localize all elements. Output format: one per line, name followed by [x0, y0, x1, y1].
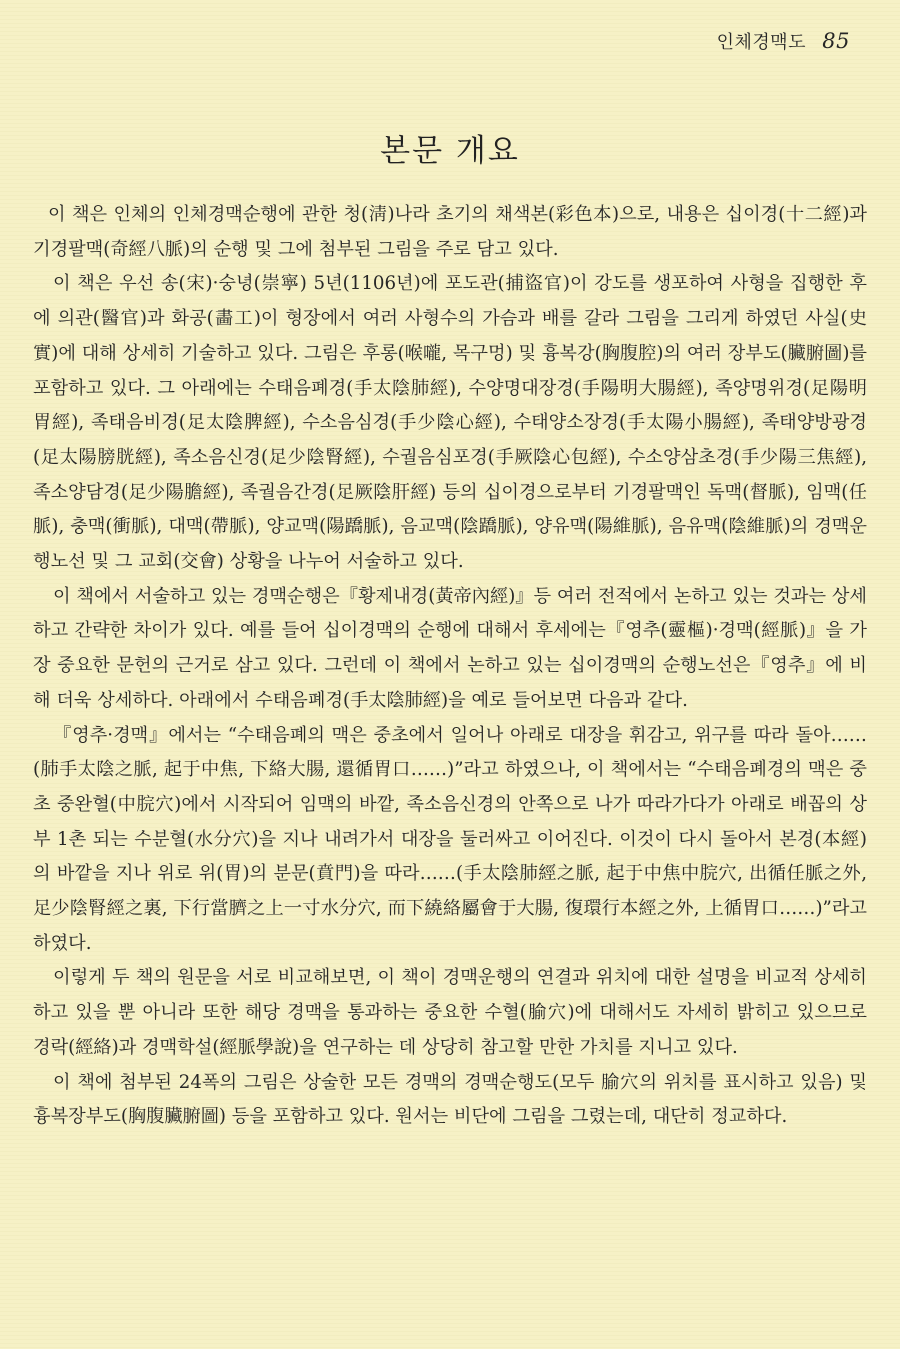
section-heading: 본문 개요 [380, 133, 520, 169]
body-text [33, 198, 867, 1135]
paragraph: 이렇게 두 책의 원문을 서로 비교해보면, 이 책이 경맥운행의 연결과 위치에 대한 설명을 비교적 상세히 하고 있을 뿐 아니라 또한 해당 경맥을 통과하는 중요한 수혈(腧穴)에 대해서도 자세히 밝히고 있으므로 경락(經絡)과 경맥학설(經脈學說)을 연구하는 데 상당히 참고할 만한 가치를 지니고 있다. [33, 967, 867, 1058]
paragraph: 이 책에 첨부된 24폭의 그림은 상술한 모든 경맥의 경맥순행도(모두 腧穴의 위치를 표시하고 있음) 및 흉복장부도(胸腹臟腑圖) 등을 포함하고 있다. 원서는 비단에 그림을 그렸는데, 대단히 정교하다. [33, 1071, 867, 1128]
running-head [717, 28, 850, 54]
paragraph: 『영추·경맥』에서는 “수태음폐의 맥은 중초에서 일어나 아래로 대장을 휘감고, 위구를 따라 돌아……(肺手太陰之脈, 起于中焦, 下絡大腸, 還循胃口……)”라고 하였으나, 이 책에서는 “수태음폐경의 맥은 중초 중완혈(中脘穴)에서 시작되어 임맥의 바깥, 족소음신경의 안쪽으로 나가 따라가다가 아래로 배꼽의 상부 1촌 되는 수분혈(水分穴)을 지나 내려가서 대장을 둘러싸고 이어진다. 이것이 다시 돌아서 본경(本經)의 바깥을 지나 위로 위(胃)의 분문(賁門)을 따라……(手太陰肺經之脈, 起于中焦中脘穴, 出循任脈之外, 足少陰腎經之裏, 下行當臍之上一寸水分穴, 而下繞絡屬會于大腸, 復環行本經之外, 上循胃口……)”라고 하였다. [33, 724, 867, 954]
page-number: 85 [822, 29, 850, 53]
paragraph: 이 책은 우선 송(宋)·숭녕(崇寧) 5년(1106년)에 포도관(捕盜官)이 강도를 생포하여 사형을 집행한 후에 의관(醫官)과 화공(畵工)이 형장에서 여러 사형수의 가슴과 배를 갈라 그림을 그리게 하였던 사실(史實)에 대해 상세히 기술하고 있다. 그림은 후롱(喉嚨, 목구멍) 및 흉복강(胸腹腔)의 여러 장부도(臟腑圖)를 포함하고 있다. 그 아래에는 수태음폐경(手太陰肺經), 수양명대장경(手陽明大腸經), 족양명위경(足陽明胃經), 족태음비경(足太陰脾經), 수소음심경(手少陰心經), 수태양소장경(手太陽小腸經), 족태양방광경(足太陽膀胱經), 족소음신경(足少陰腎經), 수궐음심포경(手厥陰心包經), 수소양삼초경(手少陽三焦經), 족소양담경(足少陽膽經), 족궐음간경(足厥陰肝經) 등의 십이경으로부터 기경팔맥인 독맥(督脈), 임맥(任脈), 충맥(衝脈), 대맥(帶脈), 양교맥(陽蹻脈), 음교맥(陰蹻脈), 양유맥(陽維脈), 음유맥(陰維脈)의 경맥운행노선 및 그 교회(交會) 상황을 나누어 서술하고 있다. [33, 273, 867, 573]
paragraph: 이 책은 인체의 인체경맥순행에 관한 청(淸)나라 초기의 채색본(彩色本)으로, 내용은 십이경(十二經)과 기경팔맥(奇經八脈)의 순행 및 그에 첨부된 그림을 주로 담고 있다. [33, 204, 867, 260]
running-head-title: 인체경맥도 [716, 32, 807, 53]
paragraph: 이 책에서 서술하고 있는 경맥순행은『황제내경(黃帝內經)』등 여러 전적에서 논하고 있는 것과는 상세하고 간략한 차이가 있다. 예를 들어 십이경맥의 순행에 대해서 후세에는『영추(靈樞)·경맥(經脈)』을 가장 중요한 문헌의 근거로 삼고 있다. 그런데 이 책에서 논하고 있는 십이경맥의 순행노선은『영추』에 비해 더욱 상세하다. 아래에서 수태음폐경(手太陰肺經)을 예로 들어보면 다음과 같다. [33, 585, 867, 711]
